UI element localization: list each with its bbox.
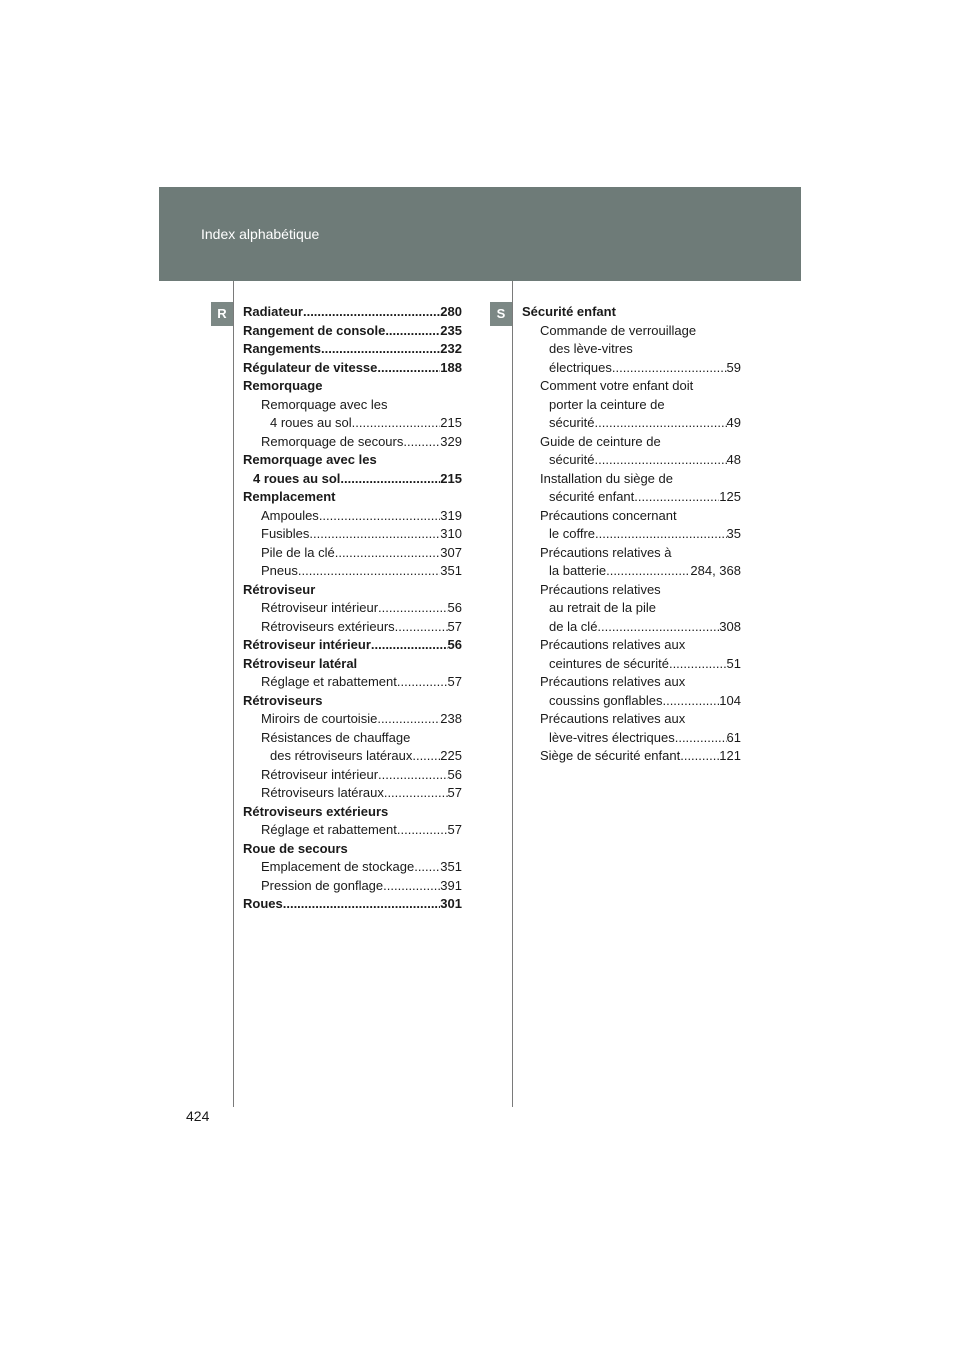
entry-page: 351 bbox=[440, 859, 462, 874]
index-entry bbox=[522, 414, 741, 433]
index-entry bbox=[522, 599, 741, 618]
index-entry bbox=[243, 525, 462, 544]
dot-leader bbox=[309, 525, 440, 544]
entry-term: 4 roues au sol bbox=[270, 415, 352, 430]
dot-leader bbox=[378, 766, 447, 785]
entry-term: Précautions relatives aux bbox=[540, 711, 686, 726]
index-entry bbox=[243, 340, 462, 359]
dot-leader bbox=[397, 821, 448, 840]
index-entry bbox=[522, 747, 741, 766]
entry-page: 188 bbox=[440, 359, 462, 375]
entry-term: Pile de la clé bbox=[261, 544, 335, 560]
entry-page: 301 bbox=[440, 896, 462, 911]
index-entry bbox=[243, 877, 462, 896]
entry-page: 329 bbox=[440, 433, 462, 449]
entry-term: sécurité bbox=[549, 452, 595, 467]
dot-leader bbox=[662, 692, 719, 711]
dot-leader bbox=[669, 655, 727, 674]
index-column-s bbox=[522, 303, 741, 766]
dot-leader bbox=[319, 507, 440, 526]
entry-page: 238 bbox=[440, 711, 462, 726]
index-entry bbox=[522, 377, 741, 396]
dot-leader bbox=[414, 858, 440, 877]
entry-page: 307 bbox=[440, 544, 462, 560]
dot-leader bbox=[378, 599, 447, 618]
entry-page: 280 bbox=[440, 304, 462, 319]
index-entry bbox=[243, 377, 462, 396]
index-entry bbox=[243, 618, 462, 637]
entry-page: 56 bbox=[447, 637, 462, 652]
index-entry bbox=[243, 840, 462, 859]
entry-page: 235 bbox=[440, 322, 462, 338]
entry-page: 232 bbox=[440, 341, 462, 356]
entry-term: sécurité bbox=[549, 415, 595, 430]
dot-leader bbox=[606, 562, 690, 581]
entry-term: Précautions relatives à bbox=[540, 544, 672, 560]
dot-leader bbox=[377, 710, 440, 729]
index-entry bbox=[522, 562, 741, 581]
entry-page: 48 bbox=[726, 452, 741, 467]
entry-term: Remorquage avec les bbox=[243, 452, 377, 467]
entry-page: 61 bbox=[726, 729, 741, 745]
entry-term: Siège de sécurité enfant bbox=[540, 748, 681, 763]
dot-leader bbox=[595, 525, 727, 544]
index-entry bbox=[243, 414, 462, 433]
entry-term: Radiateur bbox=[243, 304, 303, 319]
entry-term: Rétroviseurs extérieurs bbox=[261, 618, 395, 634]
dot-leader bbox=[383, 877, 440, 896]
entry-term: Réglage et rabattement bbox=[261, 674, 397, 689]
entry-term: Roues bbox=[243, 896, 283, 911]
entry-page: 310 bbox=[440, 526, 462, 541]
entry-term: porter la ceinture de bbox=[549, 396, 665, 412]
index-entry bbox=[522, 507, 741, 526]
entry-term: Comment votre enfant doit bbox=[540, 378, 694, 393]
dot-leader bbox=[303, 303, 440, 322]
entry-page: 125 bbox=[719, 489, 741, 504]
entry-page: 59 bbox=[726, 359, 741, 375]
index-entry bbox=[243, 673, 462, 692]
entry-page: 351 bbox=[440, 563, 462, 578]
entry-page: 319 bbox=[440, 507, 462, 523]
entry-term: Rangement de console bbox=[243, 322, 386, 338]
index-entry bbox=[243, 359, 462, 378]
dot-leader bbox=[352, 414, 441, 433]
dot-leader bbox=[595, 414, 727, 433]
entry-page: 57 bbox=[447, 822, 462, 837]
index-entry bbox=[243, 821, 462, 840]
index-entry bbox=[243, 803, 462, 822]
index-entry bbox=[522, 544, 741, 563]
entry-page: 308 bbox=[719, 618, 741, 634]
entry-page: 225 bbox=[440, 748, 462, 763]
entry-term: Installation du siège de bbox=[540, 470, 673, 486]
entry-term: Commande de verrouillage bbox=[540, 322, 697, 338]
entry-term: Précautions concernant bbox=[540, 507, 677, 523]
entry-page: 56 bbox=[447, 600, 462, 615]
entry-term: Pression de gonflage bbox=[261, 877, 384, 893]
entry-term: Rétroviseur intérieur bbox=[243, 637, 371, 652]
header-title: Index alphabétique bbox=[201, 226, 320, 242]
entry-page: 121 bbox=[719, 748, 741, 763]
dot-leader bbox=[377, 359, 440, 378]
entry-term: Remplacement bbox=[243, 489, 336, 504]
index-entry bbox=[243, 710, 462, 729]
entry-page: 104 bbox=[719, 692, 741, 708]
entry-page: 51 bbox=[726, 655, 741, 671]
entry-term: Rétroviseurs extérieurs bbox=[243, 803, 389, 819]
index-entry bbox=[243, 655, 462, 674]
index-entry bbox=[243, 766, 462, 785]
entry-term: sécurité enfant bbox=[549, 489, 635, 504]
entry-page: 57 bbox=[447, 674, 462, 689]
entry-page: 391 bbox=[440, 877, 462, 893]
entry-term: Pneus bbox=[261, 563, 298, 578]
index-entry bbox=[522, 581, 741, 600]
index-entry bbox=[522, 488, 741, 507]
dot-leader bbox=[403, 433, 440, 452]
index-entry bbox=[522, 433, 741, 452]
entry-term: Roue de secours bbox=[243, 840, 348, 856]
entry-term: Miroirs de courtoisie bbox=[261, 711, 378, 726]
entry-term: de la clé bbox=[549, 618, 598, 634]
entry-term: le coffre bbox=[549, 526, 596, 541]
entry-term: Rangements bbox=[243, 341, 322, 356]
entry-term: Guide de ceinture de bbox=[540, 433, 661, 449]
entry-term: ceintures de sécurité bbox=[549, 655, 669, 671]
entry-term: Rétroviseur latéral bbox=[243, 655, 358, 671]
page-number: 424 bbox=[186, 1108, 210, 1124]
entry-term: Sécurité enfant bbox=[522, 304, 616, 319]
index-entry bbox=[243, 433, 462, 452]
index-entry bbox=[243, 895, 462, 914]
index-entry bbox=[243, 784, 462, 803]
index-entry bbox=[522, 525, 741, 544]
index-entry bbox=[243, 507, 462, 526]
entry-term: Réglage et rabattement bbox=[261, 822, 397, 837]
dot-leader bbox=[412, 747, 440, 766]
index-entry bbox=[243, 451, 462, 470]
index-entry bbox=[522, 359, 741, 378]
entry-term: 4 roues au sol bbox=[253, 470, 341, 486]
entry-term: Résistances de chauffage bbox=[261, 729, 411, 745]
index-entry bbox=[522, 710, 741, 729]
entry-term: Remorquage bbox=[243, 378, 323, 393]
index-entry bbox=[243, 322, 462, 341]
entry-page: 215 bbox=[440, 415, 462, 430]
dot-leader bbox=[634, 488, 719, 507]
entry-term: électriques bbox=[549, 359, 612, 375]
dot-leader bbox=[321, 340, 440, 359]
column-divider-right bbox=[512, 281, 513, 1107]
entry-term: Ampoules bbox=[261, 507, 319, 523]
dot-leader bbox=[675, 729, 727, 748]
index-entry bbox=[243, 747, 462, 766]
entry-term: Précautions relatives bbox=[540, 581, 661, 597]
index-entry bbox=[243, 636, 462, 655]
index-entry bbox=[243, 562, 462, 581]
index-entry bbox=[522, 655, 741, 674]
entry-term: Rétroviseur bbox=[243, 581, 316, 597]
dot-leader bbox=[385, 322, 440, 341]
entry-term: Rétroviseur intérieur bbox=[261, 600, 379, 615]
dot-leader bbox=[397, 673, 448, 692]
dot-leader bbox=[612, 359, 727, 378]
index-entry bbox=[243, 599, 462, 618]
entry-term: Rétroviseurs latéraux bbox=[261, 785, 384, 800]
entry-page: 56 bbox=[447, 766, 462, 782]
entry-term: au retrait de la pile bbox=[549, 600, 656, 615]
index-entry bbox=[522, 303, 741, 322]
index-entry bbox=[243, 396, 462, 415]
dot-leader bbox=[371, 636, 448, 655]
index-entry bbox=[522, 340, 741, 359]
index-entry bbox=[243, 581, 462, 600]
dot-leader bbox=[335, 544, 441, 563]
index-entry bbox=[522, 673, 741, 692]
entry-page: 57 bbox=[447, 618, 462, 634]
entry-term: Remorquage avec les bbox=[261, 396, 388, 412]
index-entry bbox=[522, 618, 741, 637]
page-header bbox=[159, 187, 801, 281]
entry-term: des lève-vitres bbox=[549, 341, 633, 356]
dot-leader bbox=[298, 562, 440, 581]
index-entry bbox=[522, 396, 741, 415]
entry-page: 35 bbox=[726, 526, 741, 541]
index-entry bbox=[243, 544, 462, 563]
entry-term: Précautions relatives aux bbox=[540, 637, 686, 652]
index-entry bbox=[522, 470, 741, 489]
entry-page: 284, 368 bbox=[690, 563, 741, 578]
section-badge-r: R bbox=[211, 302, 233, 326]
index-column-r bbox=[243, 303, 462, 914]
dot-leader bbox=[384, 784, 448, 803]
index-entry bbox=[522, 322, 741, 341]
entry-term: Rétroviseurs bbox=[243, 692, 323, 708]
entry-term: Emplacement de stockage bbox=[261, 859, 415, 874]
index-entry bbox=[522, 451, 741, 470]
entry-term: Fusibles bbox=[261, 526, 310, 541]
index-entry bbox=[243, 470, 462, 489]
section-badge-s: S bbox=[490, 302, 512, 326]
index-entry bbox=[243, 692, 462, 711]
dot-leader bbox=[340, 470, 440, 489]
dot-leader bbox=[595, 451, 727, 470]
dot-leader bbox=[597, 618, 719, 637]
entry-term: Remorquage de secours bbox=[261, 433, 404, 449]
dot-leader bbox=[680, 747, 719, 766]
dot-leader bbox=[395, 618, 448, 637]
entry-page: 49 bbox=[726, 415, 741, 430]
entry-term: Précautions relatives aux bbox=[540, 674, 686, 689]
index-entry bbox=[243, 303, 462, 322]
entry-term: la batterie bbox=[549, 563, 607, 578]
entry-term: des rétroviseurs latéraux bbox=[270, 748, 413, 763]
entry-term: Rétroviseur intérieur bbox=[261, 766, 379, 782]
column-divider-left bbox=[233, 281, 234, 1107]
index-entry bbox=[522, 636, 741, 655]
entry-page: 57 bbox=[447, 785, 462, 800]
dot-leader bbox=[283, 895, 441, 914]
entry-term: Régulateur de vitesse bbox=[243, 359, 378, 375]
index-entry bbox=[243, 729, 462, 748]
entry-term: coussins gonflables bbox=[549, 692, 663, 708]
entry-page: 215 bbox=[440, 470, 462, 486]
index-entry bbox=[243, 488, 462, 507]
entry-term: lève-vitres électriques bbox=[549, 729, 675, 745]
index-entry bbox=[522, 729, 741, 748]
index-entry bbox=[522, 692, 741, 711]
index-entry bbox=[243, 858, 462, 877]
